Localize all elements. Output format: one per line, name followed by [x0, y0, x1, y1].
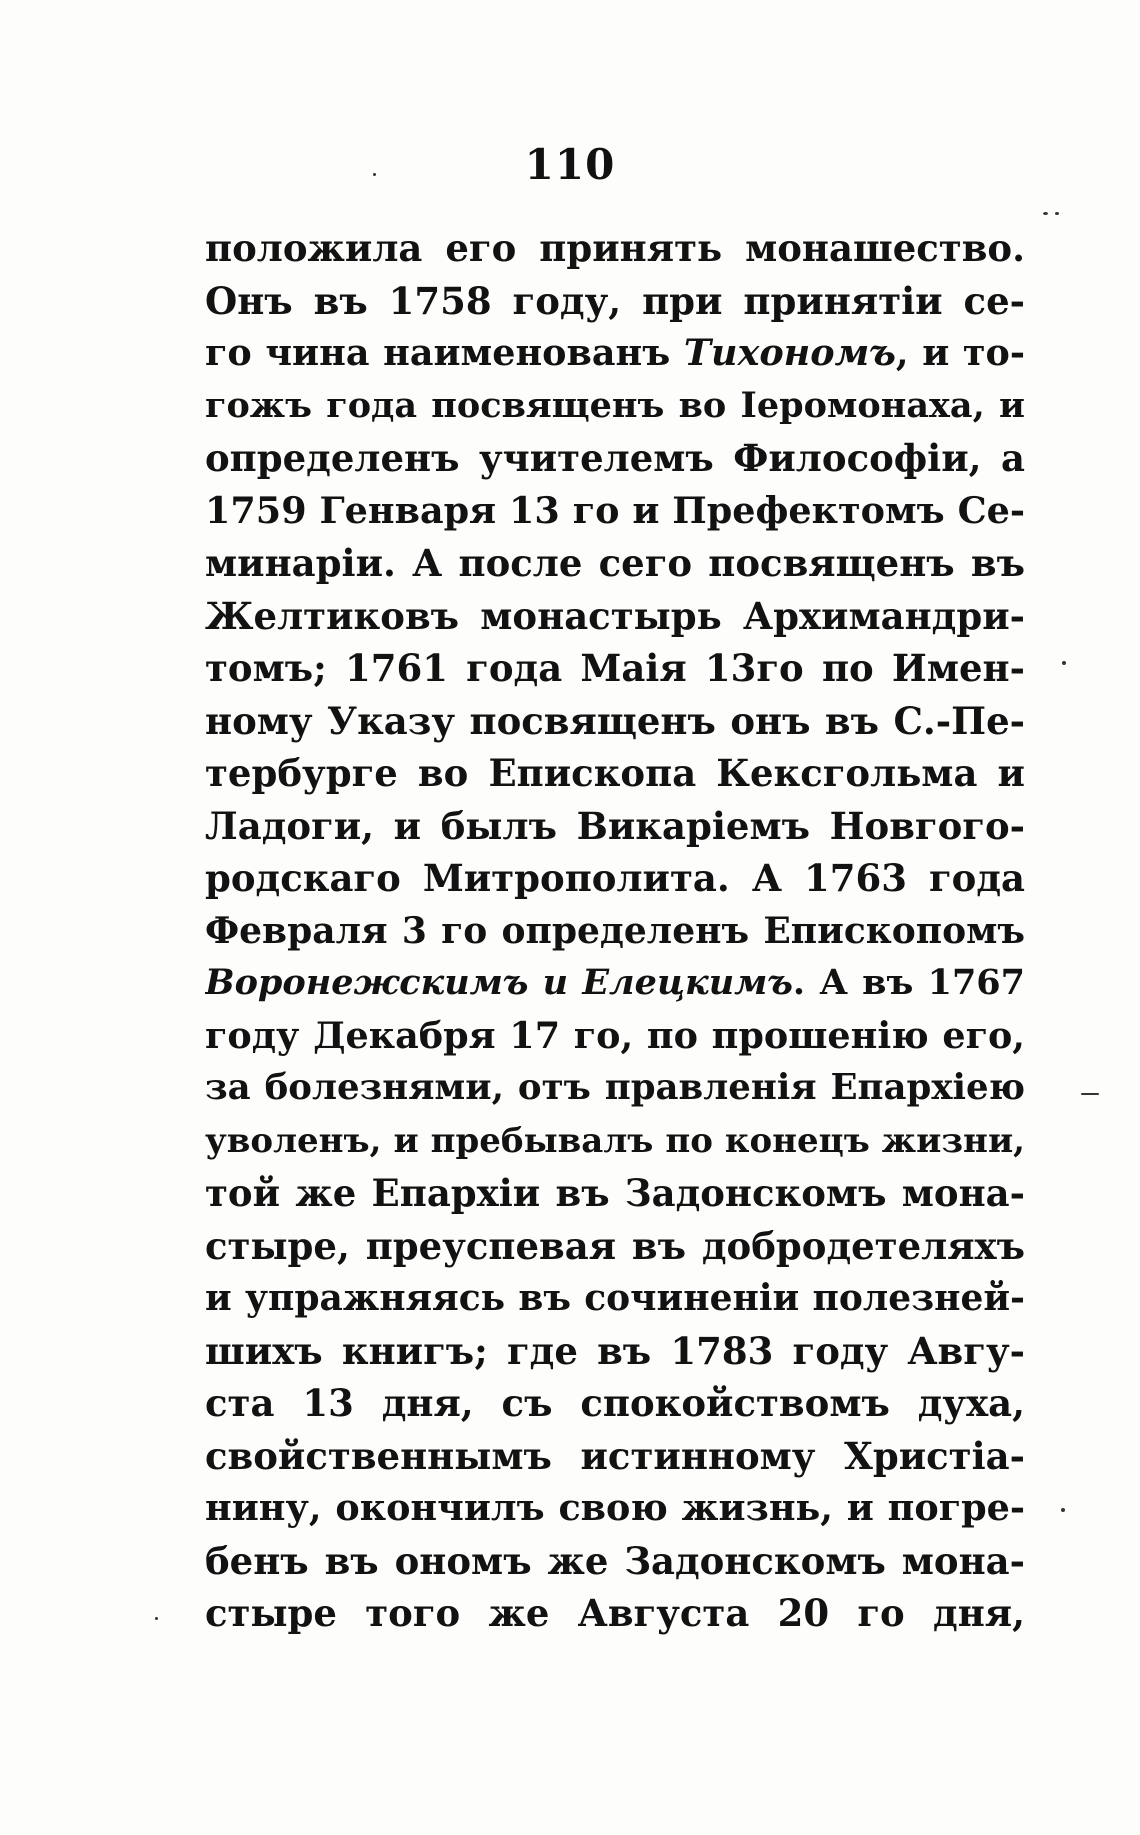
text-line — [205, 485, 1025, 538]
text-line — [205, 1535, 1025, 1588]
line-text: положила его принять монашество. — [205, 226, 1025, 270]
scan-speck — [1055, 212, 1059, 215]
line-text: ста 13 дня, съ спокойствомъ духа, — [205, 1381, 1025, 1425]
line-text: свойственнымъ истинному Христіа- — [205, 1433, 1025, 1478]
line-italic-text: Тихономъ — [683, 331, 896, 374]
text-line — [205, 327, 1025, 380]
text-line — [205, 852, 1025, 905]
line-text: той же Епархіи въ Задонскомъ мона- — [205, 1171, 1025, 1215]
text-line — [205, 1272, 1025, 1325]
line-text: стыре того же Августа 20 го дня, — [205, 1591, 1025, 1635]
text-line — [205, 1325, 1025, 1378]
line-text: году Декабря 17 го, по прошенію его, — [205, 1013, 1025, 1057]
text-line — [205, 747, 1025, 800]
text-line — [205, 1377, 1025, 1430]
line-text: го чина наименованъ — [205, 331, 684, 374]
text-line — [205, 1587, 1025, 1640]
scan-speck — [1061, 1508, 1065, 1512]
page-number: 110 — [524, 140, 616, 189]
scan-speck — [1081, 1093, 1099, 1095]
line-text: Ладоги, и былъ Викаріемъ Новгого- — [205, 803, 1025, 848]
text-line — [205, 380, 1025, 433]
line-text: тербурге во Епископа Кексгольма и — [205, 751, 1025, 795]
scan-speck — [155, 1617, 158, 1620]
scan-speck — [1062, 661, 1066, 665]
text-line — [205, 222, 1025, 275]
line-text: минаріи. А после сего посвященъ въ — [205, 541, 1025, 585]
text-line — [205, 1167, 1025, 1220]
text-line — [205, 1430, 1025, 1483]
text-line — [205, 695, 1025, 748]
line-text: нину, окончилъ свою жизнь, и погре- — [205, 1486, 1025, 1529]
text-line — [205, 1062, 1025, 1115]
line-text: . А въ 1767 — [792, 962, 1025, 1003]
line-text: за болезнями, отъ правленія Епархіею — [205, 1067, 1025, 1108]
scan-speck — [1043, 212, 1048, 215]
line-text: уволенъ, и пребывалъ по конецъ жизни, — [205, 1120, 1025, 1161]
line-text: родскаго Митрополита. А 1763 года — [205, 856, 1025, 900]
line-italic-text: Воронежскимъ и Елецкимъ — [205, 962, 793, 1003]
text-line — [205, 1482, 1025, 1535]
line-text: стыре, преуспевая въ добродетеляхъ — [205, 1223, 1025, 1268]
line-text: , и то- — [895, 331, 1025, 374]
line-text: определенъ учителемъ Философіи, а — [205, 436, 1025, 480]
scan-speck — [373, 173, 376, 176]
line-text: шихъ книгъ; где въ 1783 году Авгу- — [205, 1328, 1025, 1373]
line-text: и упражняясь въ сочиненіи полезней- — [205, 1277, 1025, 1319]
line-text: ному Указу посвященъ онъ въ С.-Пе- — [205, 698, 1025, 743]
text-line — [205, 1115, 1025, 1168]
text-line — [205, 905, 1025, 958]
line-text: Желтиковъ монастырь Архимандри- — [205, 593, 1025, 638]
text-line — [205, 800, 1025, 853]
line-text: Февраля 3 го определенъ Епископомъ — [205, 909, 1025, 952]
text-line — [205, 537, 1025, 590]
text-line — [205, 642, 1025, 695]
text-line — [205, 590, 1025, 643]
line-text: томъ; 1761 года Маія 13го по Имен- — [205, 646, 1025, 690]
text-line — [205, 432, 1025, 485]
text-line — [205, 1220, 1025, 1273]
text-line — [205, 957, 1025, 1010]
line-text: Онъ въ 1758 году, при принятіи се- — [205, 278, 1025, 323]
body-text — [205, 222, 1025, 1640]
text-line — [205, 1010, 1025, 1063]
line-text: 1759 Генваря 13 го и Префектомъ Се- — [205, 488, 1025, 532]
line-text: бенъ въ ономъ же Задонскомъ мона- — [205, 1538, 1025, 1583]
line-text: гожъ года посвященъ во Іеромонаха, и — [205, 384, 1025, 426]
text-line — [205, 275, 1025, 328]
